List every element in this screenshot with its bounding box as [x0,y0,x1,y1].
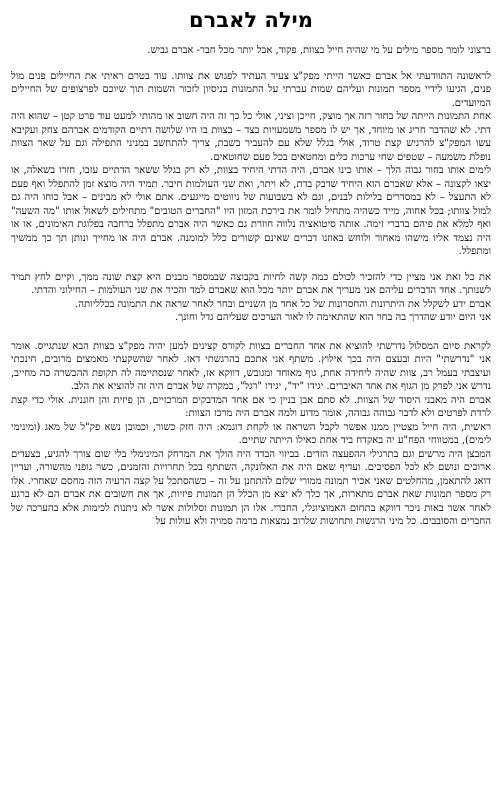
paragraph-gap [11,325,491,340]
paragraph-gap [11,58,491,70]
paragraph-9: אברם היה מאבני היסוד של הצוות. לא סתם אבן בניין כי אם אחד המדבקים המרכזיים, הן פיזית והן חוננית. אולי כדי קצת לרדת לפרטים ולא לדבר גבוהה גבוהה, אומר מדוע ולמה אברם היה מרכז הצוות: [11,394,491,419]
paragraph-7: אני היום יודע שהדרך בה בחר הוא שהתאימה לו לאור הערכים שעליהם גדל וחונך. [175,312,491,323]
paragraph-10: ראשית, היה חייל מצטיין ממנו אפשר לקבל השראה או לקחת דוגמא: היה חזק כשור, וכמובן נשא פק"ל של מאג (ומינימי לימים), במטווחי הפח"ע יה באקדח ביד אחת כאילו הייתה שתיים. [11,421,491,446]
paragraph-5: את כל זאת אני מציין כדי להזכיר לכולם כמה קשה לחיות בקבוצה שבמספר מבנים היא קצת שונה ממך, וקיים לחץ תמיד לשנותך. אחד הדברים עליהם אני מעריך את אברם יותר מכל הוא שאברם למד והכיר את שני העולמות – החילוני והדתי. [11,271,491,296]
paragraph-3: אחת התמונות הייתה של בחור רזה אך מוצק, חייכן וציני, אולי כל כך זה היה חשוב או מהותי למעט עוד פרט קטן – שהוא היה דתי. לא שהדבר חריג או מיוחד, אך יש לו מספר משמעויות בצד – בצוות בו היו שלושה דתיים הקודמים אברהם צחק ועקיבא עשו המפק"צ להרגיש קצת טרוד, אולי בגלל שלא עם להעביר בשבת, צריך להתחשב במניני התפילה וגם על שאר הצוות נופלת משמעה – שטפים שחי ערכות כלים ומחטאים בכל פעם שחוטאים. [11,111,491,163]
document-title: מילה לאברם [189,8,313,32]
paragraph-8: לקראת סיום המסלול נדרשתי להוציא את אחד החברים בצוות לקורס קצינים למען יהיה מפק"צ בצוות הבא שנתגייס. אומר אני "נדרשתי" היות ובעצם היה בכך אילוץ. משתף אני אתכם בהרגשתי דאז. לאחר שהשקעתי מאמצים מרובים, חינכתי ועיצבתי בעמל רב, צוות שהיה ליחידה אחת, גוף מאוחד ומגובש, דווקא אז, לאחר שנסתיימה לה תקופת ההכשרה כה מחייב, נדרש אני לפרק מן הגוף את אחד האיברים. יגידו "יד", יגידו "רגל", במקרה של אברם היה זה להוציא את הלב. [11,340,491,392]
paragraph-4: לימים אותו בחור גבוה הלך – אותו כינו אברם, היה הדתי היחיד בצוות, לא רק בגלל ששאר הדתיים עזבו, חזרו בשאלה, או יצאו לקצונה – אלא שאברם הוא היחיד שדבק בדת, לא ויתר, ואת שני העולמות חיבר. תמיד היה מוצא זמן להתפלל ואף פעם לא התעצל – לא במסדרים בלילות לבנים, וגם לא בשבועות של ניווטים מייגעים. אתם אולי לא מבינים – אבל כוחו היה גם למול צוותו; בכל אחוה, מייד כשהיה מתחיל לומר את בירכת המזון היו "החברים הטובים" מתחילים לשאול אותו "מה השעה" ואף למלא את פיהם בדברי זימה. אותה סיטואציה נלווה חוזרת גם כאשר היה אברם מתפלל ברחבה בפלוגת האימונים, או או היה נצמד אליו מישהו מאחור ולוחש באוזנו דברים שאינם קשורים כלל למומנה. אברם היה או מחייך ונותן תך כך ממשיך ומתפלל. [11,165,491,257]
paragraph-gap [11,259,491,271]
paragraph-11: המבצן היה מרשים וגם בתרגילי ההפעצה הזדים. בביזוי הבדד היה הולך את המרחק המינימלי בלי שום צורך להגיע, בצעדים ארוכים ונושם לא לכל הפסיכים. ועדיף שאם היה את האלונקה, השתתף בכל תחרויות והזמנים, כשר גופני מהשורה, ועדיין דואג להתאמן, מהחלטים שאני אכיר תמונה ממורי שלום להתחנן על זה – כשהסתכל על קצה הרעיה הזה מחסם שאחרי. אלו רק מספר תמונות שאת אברם מתארות, אך כלך לא יצא מן הכלל הן תמונות פיזיות, אך את חשובים את אברם הם לא ברגע לאחר אשר באות ניכר דווקא בתחום האמוציונלי, החברי. אלו הן תמונות וסלולות אשר לא ניתנות לכימות אלא בהערכה של החברים והסובבים. כל מיני הרגשות ותחושות שלרוב נמצאות ברמה סמויה ולא עולות על [11,448,491,527]
paragraph-1: ברצוני לומר מספר מילים על מי שהיה חייל בצוות, פקוד, אבל יותר מכל חבר- אברם גביש. [147,45,491,56]
paragraph-2: לראשונה התוודעתי אל אברם כאשר הייתי מפק"צ צעיר העתיד לפגוש את צוותו. עוד בטרם ראיתי את החיילים פנים מול פנים, הגיעו לידיי מספר תמונות ועליהם שמות עברתי על התמונות בניסיון לזכור השמות תוך שיוכם לפרצופים של החיילים המיועדים. [11,70,491,109]
paragraph-6: אברם ידע לשקלל את היתרונות והחסרונות של כל אחד מן השניים ובחר לאחר שראה את התמונה בכלליותה. [75,298,491,310]
